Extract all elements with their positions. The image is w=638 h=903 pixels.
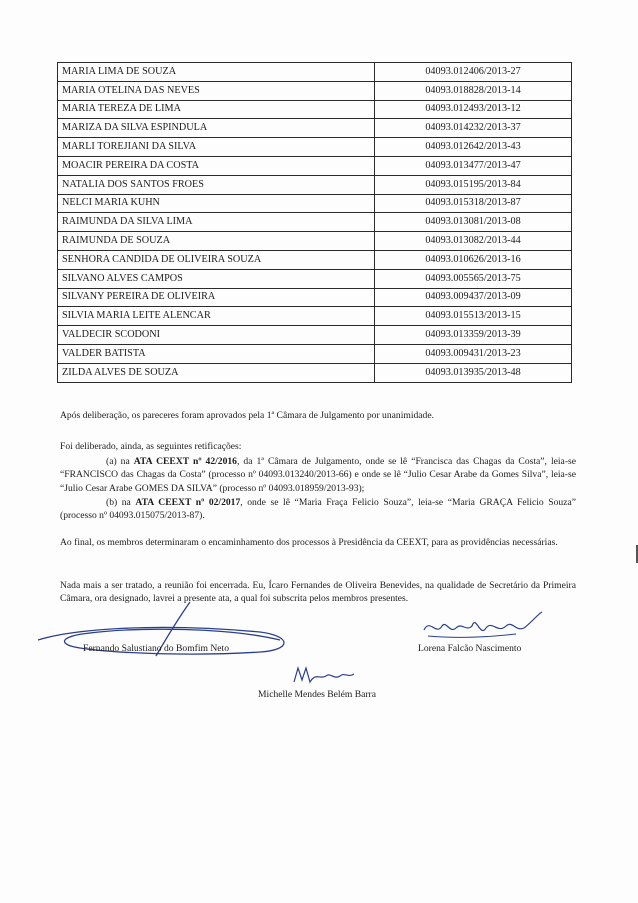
beneficiary-name: ZILDA ALVES DE SOUZA: [58, 363, 375, 382]
beneficiary-name: RAIMUNDA DA SILVA LIMA: [58, 213, 375, 232]
table-row: [58, 63, 572, 82]
process-number: 04093.010626/2013-16: [375, 250, 572, 269]
beneficiary-name: MARLI TOREJIANI DA SILVA: [58, 138, 375, 157]
item-a-rest: , da 1ª Câmara de Julgamento, onde se lê “Francisca das Chagas da Costa”, leia-se “FRANCISCO das Chagas da Costa” (processo nº 04093.013240/2013-66) e onde se lê “Julio Cesar Arabe da Gomes Silva”, leia-se “Julio Cesar Arabe GOMES DA SILVA” (processo nº 04093.018959/2013-93);: [60, 456, 577, 494]
process-number: 04093.012642/2013-43: [375, 138, 572, 157]
beneficiary-name: MARIA OTELINA DAS NEVES: [58, 81, 375, 100]
forwarding-paragraph: Ao final, os membros determinaram o encaminhamento dos processos à Presidência da CEEXT, para as providências necessárias.: [60, 537, 558, 548]
beneficiary-name: MARIA TEREZA DE LIMA: [58, 100, 375, 119]
table-row: [58, 119, 572, 138]
process-number: 04093.012406/2013-27: [375, 63, 572, 82]
table-row: [58, 138, 572, 157]
process-number: 04093.009431/2013-23: [375, 344, 572, 363]
beneficiary-name: MARIZA DA SILVA ESPINDULA: [58, 119, 375, 138]
table-row: [58, 175, 572, 194]
approval-paragraph: Após deliberação, os pareceres foram aprovados pela 1ª Câmara de Julgamento por unanimidade.: [60, 410, 434, 421]
beneficiary-name: NELCI MARIA KUHN: [58, 194, 375, 213]
table-row: [58, 81, 572, 100]
process-number: 04093.013081/2013-08: [375, 213, 572, 232]
table-row: [58, 307, 572, 326]
beneficiary-name: SILVANY PEREIRA DE OLIVEIRA: [58, 288, 375, 307]
process-number: 04093.009437/2013-09: [375, 288, 572, 307]
item-a-prefix: (a) na: [106, 456, 134, 467]
item-a-ata: ATA CEEXT nº 42/2016: [133, 456, 237, 467]
process-number: 04093.005565/2013-75: [375, 269, 572, 288]
rectification-item-a: [60, 455, 576, 495]
beneficiary-name: NATALIA DOS SANTOS FROES: [58, 175, 375, 194]
table-row: [58, 194, 572, 213]
item-b-prefix: (b) na: [106, 497, 136, 508]
process-number: 04093.013082/2013-44: [375, 232, 572, 251]
signer-center-name: Michelle Mendes Belém Barra: [258, 689, 377, 700]
beneficiary-name: SILVANO ALVES CAMPOS: [58, 269, 375, 288]
signer-left-name: Fernando Salustiano do Bomfim Neto: [83, 643, 230, 654]
table-row: [58, 269, 572, 288]
process-number: 04093.014232/2013-37: [375, 119, 572, 138]
process-number: 04093.015513/2013-15: [375, 307, 572, 326]
table-row: [58, 363, 572, 382]
beneficiary-name: RAIMUNDA DE SOUZA: [58, 232, 375, 251]
table-row: [58, 250, 572, 269]
beneficiary-name: MOACIR PEREIRA DA COSTA: [58, 156, 375, 175]
process-number: 04093.015195/2013-84: [375, 175, 572, 194]
table-row: [58, 232, 572, 251]
beneficiary-table: [57, 62, 572, 383]
table-row: [58, 326, 572, 345]
process-number: 04093.018828/2013-14: [375, 81, 572, 100]
table-row: [58, 288, 572, 307]
beneficiary-name: SENHORA CANDIDA DE OLIVEIRA SOUZA: [58, 250, 375, 269]
beneficiary-name: VALDECIR SCODONI: [58, 326, 375, 345]
process-number: 04093.013935/2013-48: [375, 363, 572, 382]
beneficiary-name: MARIA LIMA DE SOUZA: [58, 63, 375, 82]
beneficiary-name: SILVIA MARIA LEITE ALENCAR: [58, 307, 375, 326]
rectification-item-b: [60, 496, 576, 523]
table-row: [58, 156, 572, 175]
table-row: [58, 344, 572, 363]
item-b-rest: , onde se lê “Maria Fraça Felicio Souza”, leia-se “Maria GRAÇA Felicio Souza” (processo nº 04093.015075/2013-87).: [60, 497, 577, 522]
signature-center: [290, 662, 360, 688]
process-number: 04093.015318/2013-87: [375, 194, 572, 213]
table-row: [58, 213, 572, 232]
signature-right: [420, 608, 550, 644]
rectifications-intro: Foi deliberado, ainda, as seguintes retificações:: [60, 441, 242, 452]
process-number: 04093.013477/2013-47: [375, 156, 572, 175]
closing-paragraph: Nada mais a ser tratado, a reunião foi encerrada. Eu, Ícaro Fernandes de Oliveira Benevides, na qualidade de Secretário da Primeira Câmara, ora designado, lavrei a presente ata, a qual foi subscrita pelos membros presentes.: [60, 580, 576, 605]
item-b-ata: ATA CEEXT nº 02/2017: [135, 497, 241, 508]
process-number: 04093.013359/2013-39: [375, 326, 572, 345]
beneficiary-name: VALDER BATISTA: [58, 344, 375, 363]
table-row: [58, 100, 572, 119]
process-number: 04093.012493/2013-12: [375, 100, 572, 119]
signer-right-name: Lorena Falcão Nascimento: [418, 643, 522, 654]
